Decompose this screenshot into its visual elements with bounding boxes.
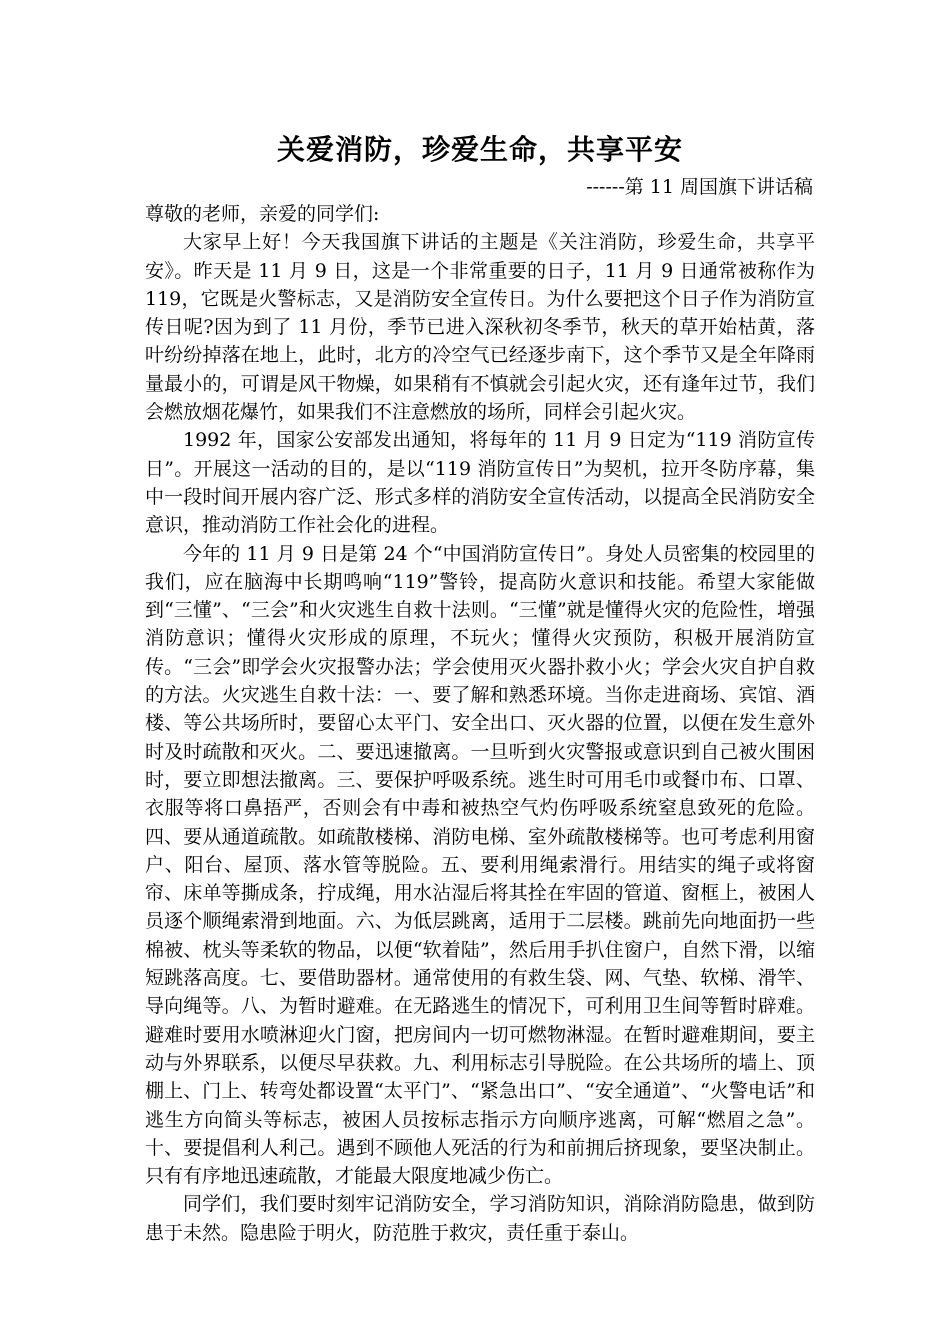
paragraph-closing: 同学们，我们要时刻牢记消防安全，学习消防知识，消除消防隐患，做到防患于未然。隐患险于明火，防范胜于救灾，责任重于泰山。 [145, 1193, 815, 1244]
document-content [145, 128, 815, 1247]
salutation: 尊敬的老师，亲爱的同学们: [145, 203, 380, 225]
paragraph-escape-methods: 今年的 11 月 9 日是第 24 个“中国消防宣传日”。身处人员密集的校园里的我们，应在脑海中长期鸣响“119”警铃，提高防火意识和技能。希望大家能做到“三懂”、“三会”和火灾逃生自救十法则。“三懂”就是懂得火灾的危险性，增强消防意识；懂得火灾形成的原理，不玩火；懂得火灾预防，积极开展消防宣传。“三会”即学会火灾报警办法；学会使用灭火器扑救小火；学会火灾自护自救的方法。火灾逃生自救十法：一、要了解和熟悉环境。当你走进商场、宾馆、酒楼、等公共场所时，要留心太平门、安全出口、灭火器的位置，以便在发生意外时及时疏散和灭火。二、要迅速撤离。一旦听到火灾警报或意识到自己被火围困时，要立即想法撤离。三、要保护呼吸系统。逃生时可用毛巾或餐巾布、口罩、衣服等将口鼻捂严，否则会有中毒和被热空气灼伤呼吸系统窒息致死的危险。四、要从通道疏散。如疏散楼梯、消防电梯、室外疏散楼梯等。也可考虑利用窗户、阳台、屋顶、落水管等脱险。五、要利用绳索滑行。用结实的绳子或将窗帘、床单等撕成条，拧成绳，用水沾湿后将其拴在牢固的管道、窗框上，被困人员逐个顺绳索滑到地面。六、为低层跳离，适用于二层楼。跳前先向地面扔一些棉被、枕头等柔软的物品，以便“软着陆”，然后用手扒住窗户，自然下滑，以缩短跳落高度。七、要借助器材。通常使用的有救生袋、网、气垫、软梯、滑竿、导向绳等。八、为暂时避难。在无路逃生的情况下，可利用卫生间等暂时辟难。避难时要用水喷淋迎火门窗，把房间内一切可燃物淋湿。在暂时避难期间，要主动与外界联系，以便尽早获救。九、利用标志引导脱险。在公共场所的墙上、顶棚上、门上、转弯处都设置“太平门”、“紧急出口”、“安全通道”、“火警电话”和逃生方向简头等标志，被困人员按标志指示方向顺序逃离，可解“燃眉之急”。十、要提倡利人利己。遇到不顾他人死活的行为和前拥后挤现象，要坚决制止。只有有序地迅速疏散，才能最大限度地减少伤亡。 [145, 542, 815, 1188]
document-subtitle: ------第 11 周国旗下讲话稿 [586, 176, 813, 198]
document-title: 关爱消防，珍爱生命，共享平安 [276, 133, 683, 166]
paragraph-history: 1992 年，国家公安部发出通知，将每年的 11 月 9 日定为“119 消防宣传日”。开展这一活动的目的，是以“119 消防宣传日”为契机，拉开冬防序幕，集中一段时间开展内容广泛、形式多样的消防安全宣传活动，以提高全民消防安全意识，推动消防工作社会化的进程。 [145, 429, 815, 537]
paragraph-greeting: 大家早上好！今天我国旗下讲话的主题是《关注消防，珍爱生命，共享平安》。昨天是 11 月 9 日，这是一个非常重要的日子，11 月 9 日通常被称作为 119，它既是火警标志，又是消防安全宣传日。为什么要把这个日子作为消防宣传日呢?因为到了 11 月份，季节已进入深秋初冬季节，秋天的草开始枯黄，落叶纷纷掉落在地上，此时，北方的冷空气已经逐步南下，这个季节又是全年降雨量最小的，可谓是风干物燥，如果稍有不慎就会引起火灾，还有逢年过节，我们会燃放烟花爆竹，如果我们不注意燃放的场所，同样会引起火灾。 [145, 231, 815, 424]
